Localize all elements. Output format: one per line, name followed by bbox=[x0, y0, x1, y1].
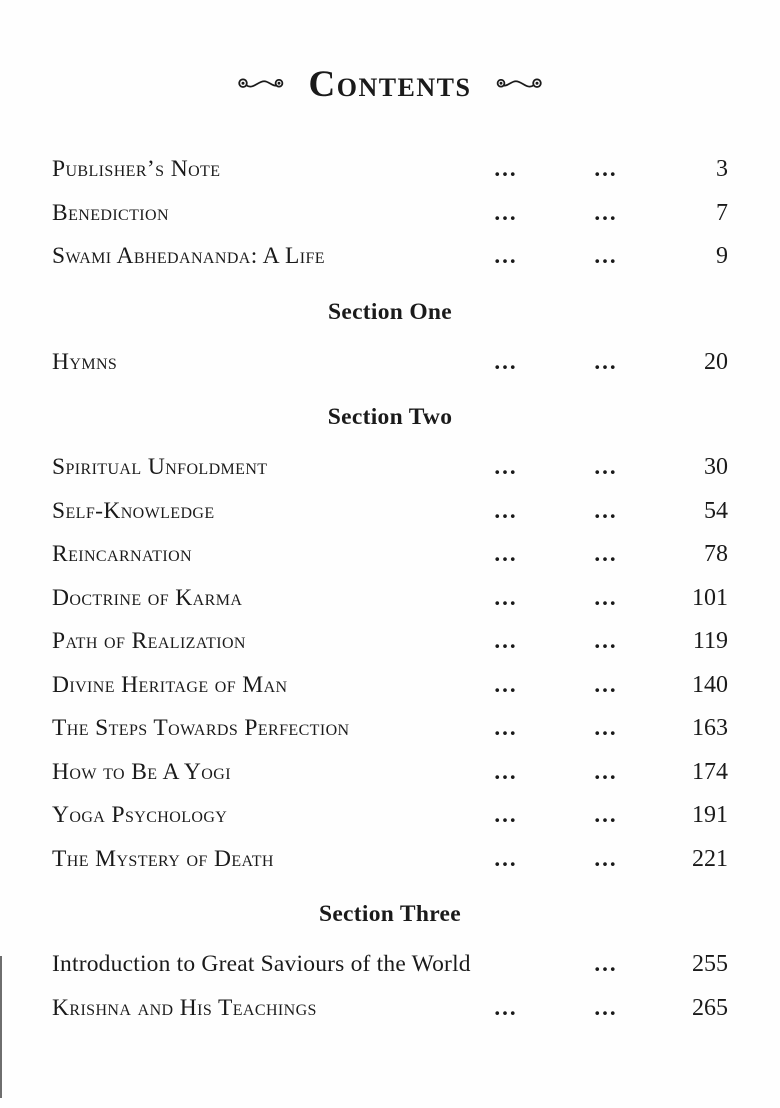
leader-dots: ... bbox=[594, 497, 618, 523]
toc-entry-title: Reincarnation bbox=[52, 541, 192, 567]
leader-dots: ... bbox=[594, 454, 618, 479]
toc-entry bbox=[52, 147, 728, 191]
leader-dots: ... bbox=[594, 802, 618, 827]
toc-entry bbox=[52, 340, 728, 384]
leader-dots: ... bbox=[494, 584, 518, 610]
toc-entry-page-number: 163 bbox=[692, 715, 728, 741]
toc-entry-page-number: 140 bbox=[692, 671, 728, 698]
toc-entry bbox=[52, 942, 728, 986]
page-header bbox=[0, 0, 780, 108]
toc-entry bbox=[52, 619, 728, 663]
toc-list bbox=[52, 147, 728, 1029]
leader-dots: ... bbox=[594, 584, 618, 610]
toc-entry-page-number: 119 bbox=[692, 628, 728, 654]
leader-dots: ... bbox=[594, 243, 618, 268]
scan-edge-artifact bbox=[0, 956, 2, 1098]
leader-dots: ... bbox=[494, 802, 518, 827]
toc-entry bbox=[52, 532, 728, 576]
leader-dots: ... bbox=[494, 628, 518, 653]
leader-dots: ... bbox=[494, 243, 518, 268]
toc-entry-page-number: 78 bbox=[704, 541, 728, 567]
leader-dots: ... bbox=[494, 348, 518, 374]
toc-entry-page-number: 9 bbox=[716, 243, 728, 269]
leader-dots: ... bbox=[494, 541, 518, 566]
toc-entry bbox=[52, 191, 728, 235]
toc-entry-page-number: 174 bbox=[692, 758, 728, 785]
flourish-right-icon bbox=[489, 74, 547, 94]
toc-entry-page-number: 255 bbox=[692, 951, 728, 977]
leader-dots: ... bbox=[594, 715, 618, 740]
toc-entry-title: Krishna and His Teachings bbox=[52, 994, 317, 1021]
toc-entry-title: Hymns bbox=[52, 348, 118, 375]
toc-entry-title: Yoga Psychology bbox=[52, 802, 228, 828]
toc-entry-page-number: 54 bbox=[704, 497, 728, 524]
leader-dots: ... bbox=[594, 671, 618, 697]
leader-dots: ... bbox=[494, 199, 518, 225]
flourish-left-icon bbox=[233, 74, 291, 94]
toc-entry bbox=[52, 986, 728, 1030]
toc-entry-title: The Steps Towards Perfection bbox=[52, 715, 350, 741]
toc-entry bbox=[52, 234, 728, 278]
toc-entry-page-number: 30 bbox=[704, 454, 728, 480]
toc-entry-page-number: 221 bbox=[692, 845, 728, 872]
toc-entry-title: Spiritual Unfoldment bbox=[52, 454, 268, 480]
leader-dots: ... bbox=[494, 994, 518, 1020]
toc-entry-page-number: 191 bbox=[692, 802, 728, 828]
section-heading: Section One bbox=[327, 298, 453, 325]
leader-dots: ... bbox=[494, 156, 518, 181]
toc-entry bbox=[52, 576, 728, 620]
toc-entry bbox=[52, 663, 728, 707]
toc-entry bbox=[52, 489, 728, 533]
section-heading: Section Three bbox=[318, 901, 462, 927]
toc-entry-page-number: 7 bbox=[716, 199, 728, 226]
leader-dots: ... bbox=[594, 845, 618, 871]
leader-dots: ... bbox=[594, 348, 618, 374]
toc-entry-title: Introduction to Great Saviours of the World bbox=[52, 951, 471, 977]
toc-entry-title: The Mystery of Death bbox=[52, 845, 274, 872]
toc-entry-title: How to Be A Yogi bbox=[52, 758, 231, 785]
leader-dots: ... bbox=[494, 845, 518, 871]
leader-dots: ... bbox=[594, 541, 618, 566]
toc-entry-title: Benediction bbox=[52, 199, 169, 226]
toc-entry-page-number: 101 bbox=[692, 584, 728, 611]
toc-entry-page-number: 265 bbox=[692, 994, 728, 1021]
leader-dots: ... bbox=[594, 156, 618, 181]
page-title: Contents bbox=[308, 63, 472, 105]
toc-entry bbox=[52, 793, 728, 837]
leader-dots: ... bbox=[494, 671, 518, 697]
toc-entry bbox=[52, 445, 728, 489]
toc-entry-title: Divine Heritage of Man bbox=[52, 671, 288, 698]
leader-dots: ... bbox=[594, 628, 618, 653]
leader-dots: ... bbox=[594, 951, 618, 976]
leader-dots: ... bbox=[594, 994, 618, 1020]
toc-entry-title: Path of Realization bbox=[52, 628, 246, 654]
toc-entry-title: Swami Abhedananda: A Life bbox=[52, 243, 325, 269]
toc-entry-title: Self-Knowledge bbox=[52, 497, 215, 524]
toc-entry-page-number: 20 bbox=[704, 348, 728, 375]
leader-dots: ... bbox=[494, 715, 518, 740]
leader-dots: ... bbox=[494, 454, 518, 479]
toc-entry bbox=[52, 750, 728, 794]
toc-entry bbox=[52, 706, 728, 750]
toc-entry-title: Publisher’s Note bbox=[52, 156, 221, 182]
toc-entry bbox=[52, 837, 728, 881]
section-heading: Section Two bbox=[327, 404, 453, 430]
leader-dots: ... bbox=[594, 758, 618, 784]
leader-dots: ... bbox=[494, 758, 518, 784]
toc-entry-page-number: 3 bbox=[716, 156, 728, 182]
leader-dots: ... bbox=[594, 199, 618, 225]
leader-dots: ... bbox=[494, 497, 518, 523]
toc-entry-title: Doctrine of Karma bbox=[52, 584, 243, 611]
